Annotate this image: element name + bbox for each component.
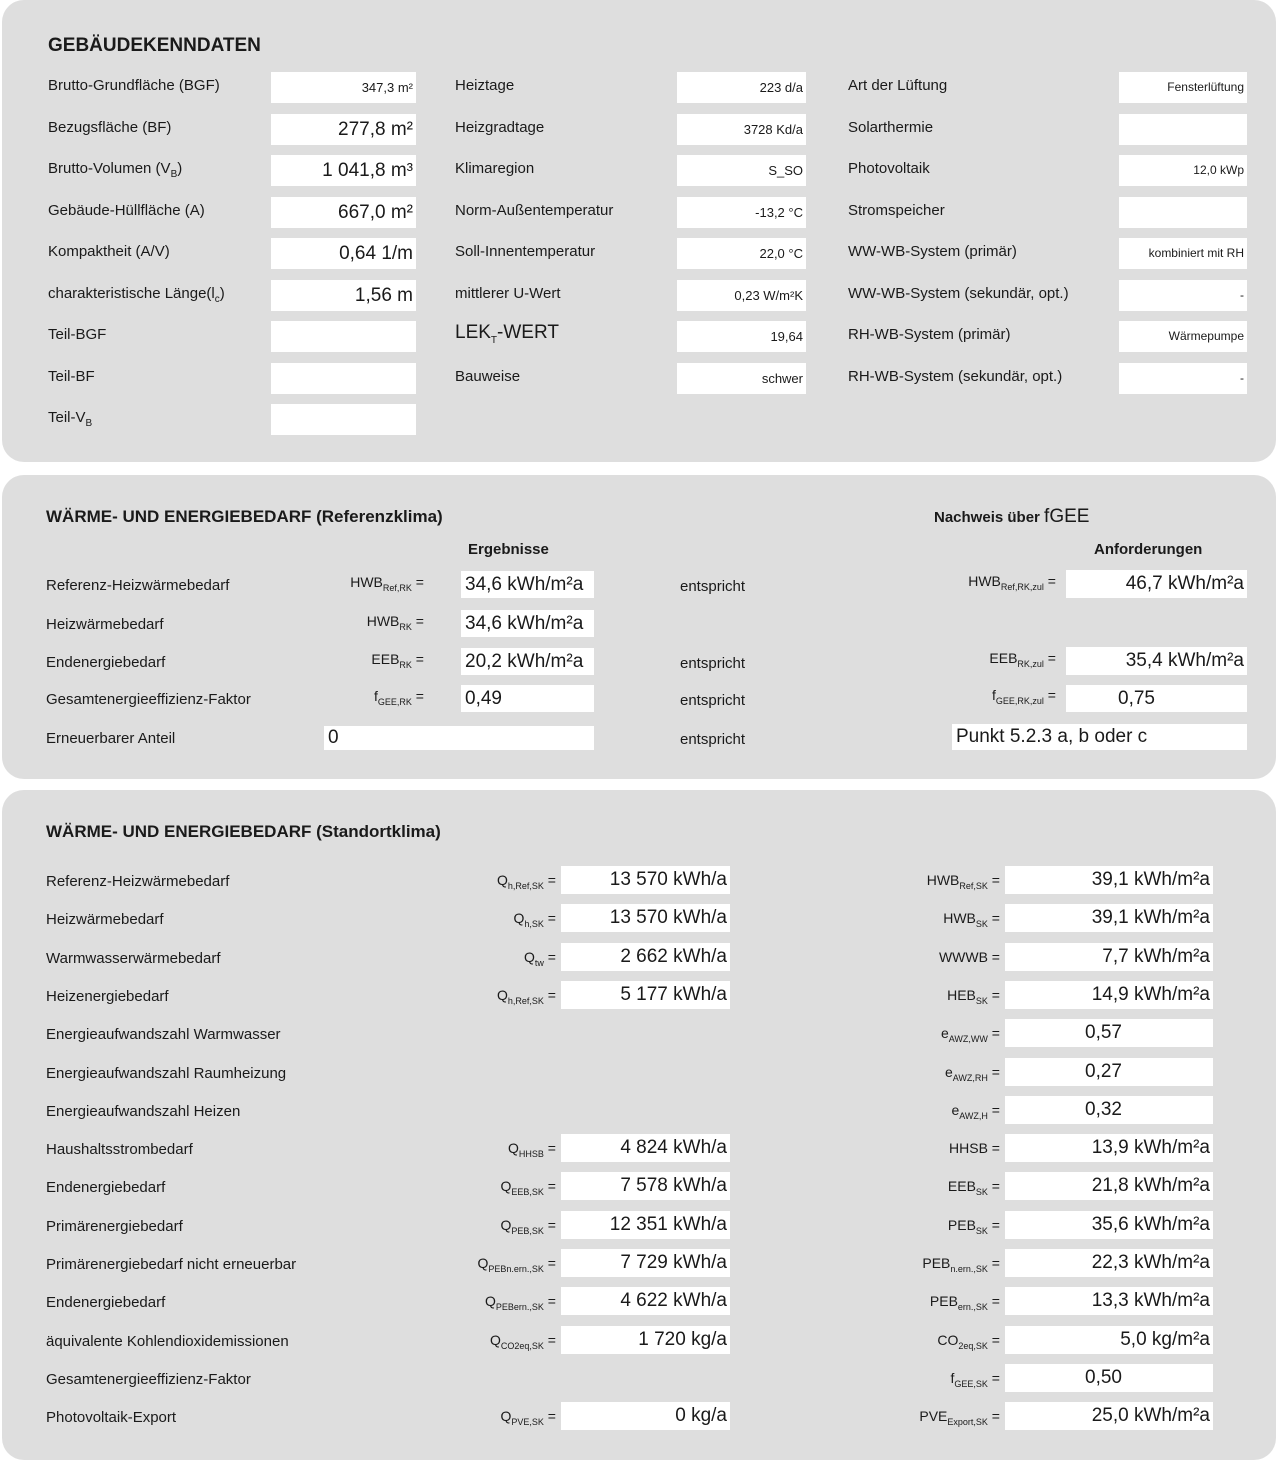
anforderung-value: 46,7 kWh/m²a xyxy=(1066,570,1247,598)
standort-q-value: 5 177 kWh/a xyxy=(561,981,730,1009)
referenz-symbol xyxy=(371,651,424,670)
gebaeude-label xyxy=(455,368,520,385)
standort-spec-value: 14,9 kWh/m²a xyxy=(1005,981,1213,1009)
standort-q-symbol-eq: = xyxy=(543,1178,556,1195)
standort-q-symbol-base: Q xyxy=(485,1293,496,1310)
standort-spec-value: 13,9 kWh/m²a xyxy=(1005,1134,1213,1162)
standort-spec-symbol xyxy=(922,1255,1000,1274)
standort-q-symbol xyxy=(485,1293,556,1312)
referenz-status: entspricht xyxy=(680,578,746,595)
referenz-status: entspricht xyxy=(680,692,746,709)
referenz-symbol-eq: = xyxy=(411,613,424,629)
referenz-label: Endenergiebedarf xyxy=(46,654,166,671)
gebaeude-label-text: Kompaktheit (A/V) xyxy=(48,243,170,260)
standort-q-value: 7 578 kWh/a xyxy=(561,1172,730,1200)
standort-q-symbol xyxy=(508,1140,556,1159)
standort-spec-symbol-sub: Ref,SK xyxy=(959,880,988,891)
gebaeude-label xyxy=(455,160,534,177)
standort-spec-symbol xyxy=(937,1332,1000,1351)
standort-q-symbol-eq: = xyxy=(543,986,556,1003)
gebaeude-label xyxy=(455,285,561,302)
standort-label: Energieaufwandszahl Warmwasser xyxy=(46,1026,281,1044)
standort-spec-symbol xyxy=(941,1025,1000,1044)
gebaeude-label-text: Gebäude-Hüllfläche (A) xyxy=(48,201,205,219)
standort-q-symbol-eq: = xyxy=(543,1293,556,1310)
standort-spec-symbol-base: HHSB xyxy=(949,1140,988,1157)
anforderung-symbol-sub: GEE,RK,zul xyxy=(995,695,1044,706)
standort-spec-symbol xyxy=(927,872,1000,891)
standort-label: Referenz-Heizwärmebedarf xyxy=(46,873,230,890)
gebaeude-label-sub: c xyxy=(214,293,220,305)
anforderung-symbol-eq: = xyxy=(1043,650,1056,666)
gebaeude-value: -13,2 °C xyxy=(677,197,806,228)
nachweis-label: Nachweis über xyxy=(934,509,1045,526)
gebaeude-value: 347,3 m² xyxy=(271,72,416,103)
gebaeude-value: 667,0 m² xyxy=(271,197,416,228)
gebaeude-label: RH-WB-System (sekundär, opt.) xyxy=(848,367,1063,385)
referenz-symbol-base: f xyxy=(374,688,378,704)
standort-spec-value: 25,0 kWh/m²a xyxy=(1005,1402,1213,1430)
gebaeude-label-text: LEK xyxy=(455,322,491,343)
standort-q-symbol-sub: PVE,SK xyxy=(511,1416,544,1427)
standort-q-symbol xyxy=(490,1332,556,1351)
gebaeude-value: schwer xyxy=(677,363,806,394)
anforderungen-header: Anforderungen xyxy=(1094,541,1203,558)
gebaeude-label xyxy=(455,202,613,219)
referenz-symbol-sub: Ref,RK xyxy=(382,582,412,593)
gebaeude-label xyxy=(48,326,106,343)
gebaeude-label xyxy=(48,285,225,305)
referenz-label: Gesamtenergieeffizienz-Faktor xyxy=(46,691,251,708)
standort-q-value: 4 824 kWh/a xyxy=(561,1134,730,1162)
referenzklima-title: WÄRME- UND ENERGIEBEDARF (Referenzklima) xyxy=(46,507,443,526)
standort-q-symbol-base: Q xyxy=(500,1178,512,1195)
gebaeude-value: 22,0 °C xyxy=(677,238,806,269)
standort-spec-symbol-eq: = xyxy=(987,872,1000,888)
standort-spec-symbol xyxy=(919,1408,1000,1427)
standort-q-symbol-base: Q xyxy=(513,910,525,927)
gebaeude-label-tail: -WERT xyxy=(497,322,559,343)
referenz-symbol-sub: RK xyxy=(399,621,412,632)
anforderung-symbol xyxy=(968,573,1056,592)
standort-q-symbol-sub: EEB,SK xyxy=(511,1187,544,1198)
standort-q-value: 13 570 kWh/a xyxy=(561,904,730,932)
standort-spec-symbol-base: HWB xyxy=(943,910,976,927)
anforderung-symbol xyxy=(989,650,1056,669)
standort-label: Gesamtenergieeffizienz-Faktor xyxy=(46,1370,251,1388)
standort-spec-symbol-eq: = xyxy=(987,986,1000,1003)
gebaeude-label: WW-WB-System (primär) xyxy=(848,243,1017,260)
standort-spec-symbol-sub: SK xyxy=(975,995,988,1006)
standort-label: Endenergiebedarf xyxy=(46,1294,166,1312)
gebaeudekenndaten-title: GEBÄUDEKENNDATEN xyxy=(48,35,261,56)
gebaeude-label-text: Brutto-Grundfläche (BGF) xyxy=(48,77,220,94)
referenz-value: 0,49 xyxy=(461,685,594,712)
standort-spec-symbol-eq: = xyxy=(987,1408,1000,1425)
gebaeude-label xyxy=(455,243,595,260)
gebaeude-label: Solarthermie xyxy=(848,118,934,136)
gebaeude-value xyxy=(271,363,416,394)
gebaeude-label: WW-WB-System (sekundär, opt.) xyxy=(848,284,1069,302)
anforderung-symbol-base: f xyxy=(992,687,996,703)
standort-spec-symbol xyxy=(948,1178,1000,1197)
gebaeude-label-text: Soll-Innentemperatur xyxy=(455,243,596,260)
referenz-symbol-eq: = xyxy=(411,688,424,704)
standort-spec-symbol-base: CO xyxy=(937,1331,959,1348)
gebaeude-value: 3728 Kd/a xyxy=(677,114,806,145)
gebaeude-label xyxy=(48,77,220,94)
standort-q-symbol xyxy=(497,872,556,891)
standort-q-value: 1 720 kg/a xyxy=(561,1326,730,1354)
referenz-value: 20,2 kWh/m²a xyxy=(461,648,594,675)
gebaeude-label: Art der Lüftung xyxy=(848,77,948,94)
gebaeude-label-sub: B xyxy=(85,418,93,429)
gebaeude-value: S_SO xyxy=(677,155,806,186)
standort-q-symbol-eq: = xyxy=(543,872,556,888)
anforderung-symbol-sub: Ref,RK,zul xyxy=(1000,581,1044,592)
standort-spec-symbol-sub: ern.,SK xyxy=(957,1302,988,1313)
standort-label: Photovoltaik-Export xyxy=(46,1409,177,1427)
standort-label: Energieaufwandszahl Heizen xyxy=(46,1102,241,1120)
gebaeude-label-tail: ) xyxy=(219,284,225,302)
standort-q-symbol-eq: = xyxy=(543,1216,556,1233)
erneuerbar-status: entspricht xyxy=(680,731,746,748)
standort-spec-symbol-base: e xyxy=(940,1025,949,1042)
standort-spec-symbol-eq: = xyxy=(987,1293,1000,1310)
referenz-value: 34,6 kWh/m²a xyxy=(461,571,594,598)
gebaeude-label xyxy=(48,119,171,136)
standort-q-symbol-base: Q xyxy=(508,1140,519,1157)
standort-q-symbol-eq: = xyxy=(543,1331,556,1348)
standort-q-symbol xyxy=(514,910,556,929)
standort-q-symbol-base: Q xyxy=(497,872,508,888)
standort-spec-value: 13,3 kWh/m²a xyxy=(1005,1287,1213,1315)
ergebnisse-header: Ergebnisse xyxy=(468,541,549,558)
gebaeude-label xyxy=(455,77,514,94)
gebaeude-value: 1,56 m xyxy=(271,280,416,311)
gebaeude-label xyxy=(455,322,559,346)
standort-spec-symbol-base: HWB xyxy=(926,872,960,888)
standort-spec-symbol xyxy=(949,1140,1000,1159)
standort-spec-symbol xyxy=(947,987,1000,1006)
anforderung-value: 0,75 xyxy=(1066,685,1247,712)
standort-q-symbol xyxy=(478,1255,557,1274)
standort-spec-symbol-eq: = xyxy=(987,1025,1000,1042)
standort-q-symbol-sub: h,Ref,SK xyxy=(507,995,544,1006)
gebaeudekenndaten-panel xyxy=(2,0,1276,462)
standort-spec-symbol-base: PEB xyxy=(947,1216,976,1233)
standort-spec-value: 0,27 xyxy=(1005,1058,1213,1086)
standort-label: Heizwärmebedarf xyxy=(46,911,164,929)
standort-spec-symbol-base: HEB xyxy=(947,986,976,1003)
standort-q-value: 7 729 kWh/a xyxy=(561,1249,730,1277)
standort-q-symbol-sub: PEB,SK xyxy=(511,1225,544,1236)
standort-spec-symbol xyxy=(943,910,1000,929)
standort-q-symbol-base: Q xyxy=(477,1255,489,1271)
standort-spec-symbol-sub: SK xyxy=(975,1187,988,1198)
anforderung-symbol-eq: = xyxy=(1043,687,1056,703)
standort-spec-symbol-eq: = xyxy=(987,1369,1000,1386)
standort-label: Primärenergiebedarf xyxy=(46,1217,183,1235)
referenz-symbol-base: EEB xyxy=(371,651,400,667)
standort-q-symbol-sub: PEBern.,SK xyxy=(495,1302,544,1313)
referenz-symbol xyxy=(367,613,424,632)
anforderung-symbol xyxy=(992,687,1056,706)
standort-q-symbol-sub: h,SK xyxy=(524,919,544,930)
standort-q-symbol-eq: = xyxy=(543,1140,556,1157)
referenz-symbol-base: HWB xyxy=(350,574,383,590)
referenz-symbol xyxy=(374,688,424,707)
standort-q-symbol xyxy=(501,1408,556,1427)
standort-label: Warmwasserwärmebedarf xyxy=(46,949,221,967)
standort-spec-value: 0,50 xyxy=(1005,1364,1213,1392)
standort-q-symbol-base: Q xyxy=(500,1408,512,1425)
gebaeude-label-text: Teil-BGF xyxy=(48,326,107,343)
gebaeude-label-text: Teil-BF xyxy=(48,367,95,385)
gebaeude-label-text: charakteristische Länge(l xyxy=(48,284,215,302)
standort-spec-value: 21,8 kWh/m²a xyxy=(1005,1172,1213,1200)
referenz-symbol-base: HWB xyxy=(366,613,400,629)
gebaeude-label-sub: B xyxy=(170,169,178,180)
standort-q-symbol-eq: = xyxy=(543,1408,556,1425)
standort-spec-symbol-sub: 2eq,SK xyxy=(958,1340,988,1351)
anforderung-symbol-base: HWB xyxy=(968,573,1001,589)
standort-spec-symbol-base: PEB xyxy=(922,1255,951,1271)
gebaeude-value: - xyxy=(1119,363,1247,394)
gebaeude-label-sub: T xyxy=(490,334,498,346)
standort-q-symbol-sub: CO2eq,SK xyxy=(500,1340,544,1351)
gebaeude-value: Wärmepumpe xyxy=(1119,321,1247,352)
standort-spec-symbol-sub: n.ern.,SK xyxy=(950,1263,988,1274)
standort-spec-symbol xyxy=(951,1370,1000,1389)
referenz-value: 34,6 kWh/m²a xyxy=(461,610,594,637)
gebaeude-label xyxy=(455,119,544,136)
standort-spec-symbol-base: PEB xyxy=(929,1293,958,1310)
erneuerbar-requirement: Punkt 5.2.3 a, b oder c xyxy=(952,724,1247,750)
standort-q-value: 4 622 kWh/a xyxy=(561,1287,730,1315)
gebaeude-value: 0,23 W/m²K xyxy=(677,280,806,311)
standort-spec-symbol-base: e xyxy=(944,1063,953,1080)
standort-spec-symbol xyxy=(939,949,1000,968)
gebaeude-label-text: mittlerer U-Wert xyxy=(455,284,561,302)
gebaeude-value: - xyxy=(1119,280,1247,311)
standort-spec-symbol xyxy=(930,1293,1000,1312)
gebaeude-label-text: Klimaregion xyxy=(455,160,535,177)
standort-label: äquivalente Kohlendioxidemissionen xyxy=(46,1332,289,1350)
gebaeude-value: 223 d/a xyxy=(677,72,806,103)
anforderung-symbol-base: EEB xyxy=(989,650,1018,666)
standort-q-value: 0 kg/a xyxy=(561,1402,730,1430)
gebaeude-label xyxy=(48,409,92,429)
anforderung-value: 35,4 kWh/m²a xyxy=(1066,647,1247,675)
gebaeude-label xyxy=(48,160,182,180)
gebaeude-value xyxy=(271,321,416,352)
standort-q-symbol-sub: h,Ref,SK xyxy=(507,880,544,891)
standort-q-value: 13 570 kWh/a xyxy=(561,866,730,894)
standort-spec-value: 39,1 kWh/m²a xyxy=(1005,904,1213,932)
standort-spec-symbol-sub: SK xyxy=(975,1225,988,1236)
standort-spec-value: 0,57 xyxy=(1005,1019,1213,1047)
standort-spec-symbol-sub: Export,SK xyxy=(947,1416,988,1427)
gebaeude-label xyxy=(48,368,95,385)
gebaeude-value xyxy=(271,404,416,435)
gebaeude-label: Stromspeicher xyxy=(848,201,945,219)
standort-spec-value: 7,7 kWh/m²a xyxy=(1005,943,1213,971)
referenz-symbol-eq: = xyxy=(411,574,424,590)
anforderung-symbol-eq: = xyxy=(1043,573,1056,589)
referenz-symbol-sub: GEE,RK xyxy=(377,696,412,707)
standort-q-symbol-sub: PEBn.ern.,SK xyxy=(488,1263,544,1274)
gebaeude-label-text: Norm-Außentemperatur xyxy=(455,201,614,219)
standort-spec-symbol-eq: = xyxy=(987,1255,1000,1271)
standort-q-symbol xyxy=(501,1217,556,1236)
gebaeude-value: 12,0 kWp xyxy=(1119,155,1247,186)
standort-spec-symbol-sub: AWZ,RH xyxy=(952,1072,988,1083)
standort-q-symbol xyxy=(497,987,556,1006)
standort-spec-symbol-base: PVE xyxy=(919,1408,948,1425)
standort-spec-symbol xyxy=(951,1102,1000,1121)
gebaeude-value xyxy=(1119,197,1247,228)
standortklima-title: WÄRME- UND ENERGIEBEDARF (Standortklima) xyxy=(46,822,441,841)
standort-spec-symbol-eq: = xyxy=(987,1178,1000,1195)
referenz-symbol xyxy=(350,574,424,593)
gebaeude-value: 0,64 1/m xyxy=(271,238,416,269)
standort-spec-value: 22,3 kWh/m²a xyxy=(1005,1249,1213,1277)
standortklima-panel xyxy=(2,790,1276,1460)
gebaeude-label xyxy=(48,202,205,219)
standort-spec-symbol-eq: = xyxy=(987,1063,1000,1080)
standort-spec-symbol-base: f xyxy=(950,1369,955,1386)
gebaeude-label-text: Brutto-Volumen (V xyxy=(48,160,171,177)
gebaeude-value: 1 041,8 m³ xyxy=(271,155,416,186)
standort-q-symbol xyxy=(524,949,556,968)
erneuerbar-label: Erneuerbarer Anteil xyxy=(46,730,176,747)
gebaeude-label: Photovoltaik xyxy=(848,160,930,177)
gebaeude-label-text: Bauweise xyxy=(455,367,521,385)
erneuerbar-value: 0 xyxy=(324,726,594,750)
standort-spec-symbol xyxy=(945,1064,1000,1083)
gebaeude-value: 277,8 m² xyxy=(271,114,416,145)
standort-spec-symbol-sub: GEE,SK xyxy=(954,1378,988,1389)
gebaeude-label-text: Teil-V xyxy=(48,409,86,426)
standort-q-symbol-eq: = xyxy=(543,948,556,965)
standort-q-symbol-base: Q xyxy=(500,1216,512,1233)
standort-label: Heizenergiebedarf xyxy=(46,987,169,1005)
standort-spec-symbol-eq: = xyxy=(987,1101,1000,1118)
standort-spec-symbol-base: WWWB xyxy=(938,948,988,965)
standort-spec-symbol xyxy=(948,1217,1000,1236)
standort-spec-symbol-eq: = xyxy=(987,1216,1000,1233)
gebaeude-label: RH-WB-System (primär) xyxy=(848,326,1011,343)
referenz-symbol-eq: = xyxy=(411,651,424,667)
standort-q-symbol xyxy=(501,1178,556,1197)
standort-spec-symbol-eq: = xyxy=(987,1140,1000,1157)
standort-q-value: 2 662 kWh/a xyxy=(561,943,730,971)
referenz-label: Referenz-Heizwärmebedarf xyxy=(46,577,230,594)
standort-label: Endenergiebedarf xyxy=(46,1179,166,1197)
standort-spec-symbol-eq: = xyxy=(987,948,1000,965)
standort-spec-symbol-sub: AWZ,H xyxy=(959,1110,988,1121)
standort-spec-value: 39,1 kWh/m²a xyxy=(1005,866,1213,894)
standort-label: Energieaufwandszahl Raumheizung xyxy=(46,1064,287,1082)
referenzklima-panel xyxy=(2,475,1276,779)
standort-q-symbol-sub: HHSB xyxy=(518,1148,544,1159)
standort-q-symbol-base: Q xyxy=(490,1331,501,1348)
gebaeude-label-text: Bezugsfläche (BF) xyxy=(48,118,172,136)
standort-q-symbol-base: Q xyxy=(524,948,535,965)
anforderung-symbol-sub: RK,zul xyxy=(1017,658,1044,669)
gebaeude-value: Fensterlüftung xyxy=(1119,72,1247,103)
standort-spec-symbol-sub: SK xyxy=(975,919,988,930)
standort-q-symbol-eq: = xyxy=(543,1255,556,1271)
nachweis-fgee: fGEE xyxy=(1044,506,1090,527)
gebaeude-value xyxy=(1119,114,1247,145)
gebaeude-value: kombiniert mit RH xyxy=(1119,238,1247,269)
nachweis-heading xyxy=(934,506,1089,528)
standort-spec-symbol-base: EEB xyxy=(947,1178,976,1195)
standort-q-symbol-eq: = xyxy=(543,910,556,927)
standort-spec-value: 5,0 kg/m²a xyxy=(1005,1326,1213,1354)
referenz-status: entspricht xyxy=(680,655,746,672)
referenz-label: Heizwärmebedarf xyxy=(46,616,164,633)
standort-label: Primärenergiebedarf nicht erneuerbar xyxy=(46,1256,297,1273)
standort-spec-value: 0,32 xyxy=(1005,1096,1213,1124)
standort-q-symbol-base: Q xyxy=(497,986,508,1003)
gebaeude-label-tail: ) xyxy=(177,160,183,177)
gebaeude-label-text: Heizgradtage xyxy=(455,118,545,136)
standort-spec-symbol-eq: = xyxy=(987,1331,1000,1348)
gebaeude-label xyxy=(48,243,170,260)
standort-q-symbol-sub: tw xyxy=(534,957,544,968)
referenz-symbol-sub: RK xyxy=(399,659,412,670)
gebaeude-value: 19,64 xyxy=(677,321,806,352)
standort-q-value: 12 351 kWh/a xyxy=(561,1211,730,1239)
standort-label: Haushaltsstrombedarf xyxy=(46,1141,193,1159)
standort-spec-symbol-sub: AWZ,WW xyxy=(948,1033,988,1044)
standort-spec-symbol-eq: = xyxy=(987,910,1000,927)
standort-spec-value: 35,6 kWh/m²a xyxy=(1005,1211,1213,1239)
gebaeude-label-text: Heiztage xyxy=(455,77,515,94)
standort-spec-symbol-base: e xyxy=(951,1101,960,1118)
